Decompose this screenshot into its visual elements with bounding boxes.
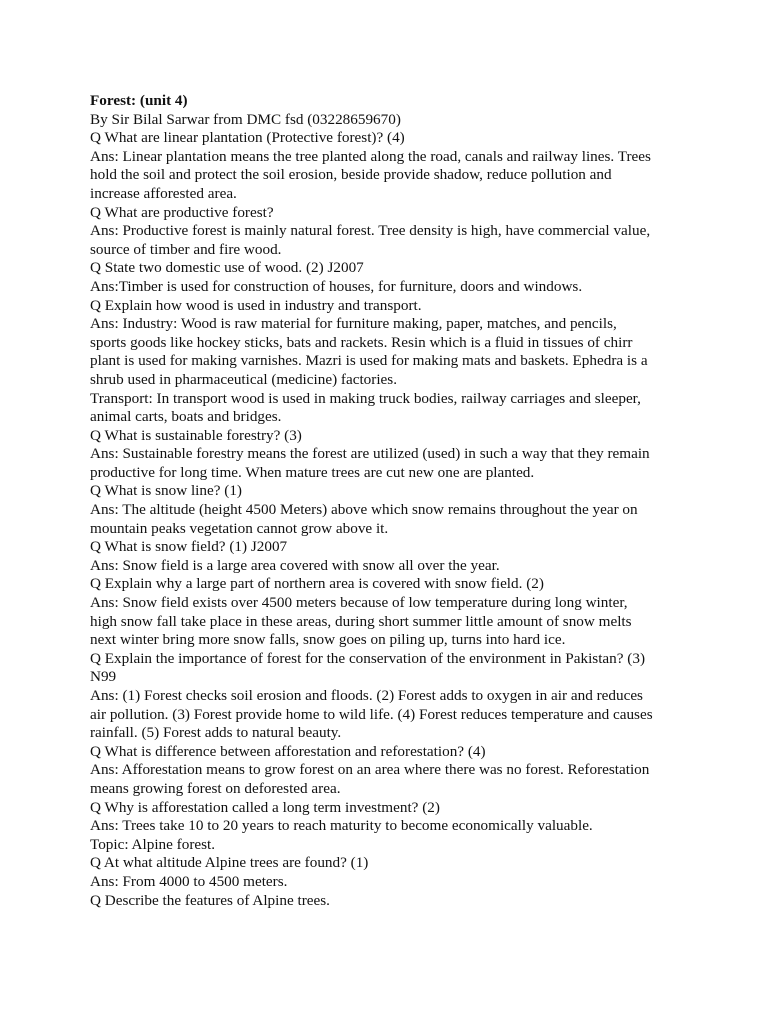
document-line: Q What are productive forest? (90, 203, 274, 221)
document-line: Transport: In transport wood is used in making truck bodies, railway carriages and sleeper, (90, 389, 641, 407)
document-line: Ans: Afforestation means to grow forest on an area where there was no forest. Reforestation (90, 761, 650, 779)
document-line: means growing forest on deforested area. (90, 779, 341, 797)
document-line: increase afforested area. (90, 184, 237, 202)
document-line: N99 (90, 668, 117, 686)
document-line: By Sir Bilal Sarwar from DMC fsd (03228659670) (90, 110, 401, 128)
document-line: Q State two domestic use of wood. (2) J2007 (90, 259, 364, 277)
document-line: Ans: The altitude (height 4500 Meters) above which snow remains throughout the year on (90, 501, 638, 519)
document-line: shrub used in pharmaceutical (medicine) factories. (90, 370, 397, 388)
document-page (90, 92, 680, 910)
document-title: Forest: (unit 4) (90, 92, 188, 109)
document-line: Ans: Productive forest is mainly natural forest. Tree density is high, have commercial value, (90, 222, 651, 240)
document-line: Q Why is afforestation called a long term investment? (2) (90, 798, 440, 816)
document-line: Q At what altitude Alpine trees are found? (1) (90, 854, 369, 872)
document-line: Topic: Alpine forest. (90, 835, 216, 853)
document-line: Q What is sustainable forestry? (3) (90, 426, 302, 444)
document-line: Ans: Trees take 10 to 20 years to reach maturity to become economically valuable. (90, 817, 593, 835)
document-line: Ans: Industry: Wood is raw material for furniture making, paper, matches, and pencils, (90, 315, 617, 333)
document-line: Q Explain why a large part of northern area is covered with snow field. (2) (90, 575, 544, 593)
document-line: source of timber and fire wood. (90, 240, 282, 258)
document-line: productive for long time. When mature trees are cut new one are planted. (90, 463, 535, 481)
document-line: high snow fall take place in these areas, during short summer little amount of snow melts (90, 612, 632, 630)
document-line: next winter bring more snow falls, snow goes on piling up, turns into hard ice. (90, 631, 566, 649)
document-line: Q What are linear plantation (Protective forest)? (4) (90, 129, 405, 147)
document-line: Ans: Sustainable forestry means the forest are utilized (used) in such a way that they remain (90, 445, 650, 463)
document-line: Q Describe the features of Alpine trees. (90, 891, 330, 909)
document-line: Q Explain how wood is used in industry and transport. (90, 296, 422, 314)
document-line: Q What is snow field? (1) J2007 (90, 538, 288, 556)
document-line: mountain peaks vegetation cannot grow above it. (90, 519, 389, 537)
document-line: Ans:Timber is used for construction of houses, for furniture, doors and windows. (90, 277, 583, 295)
document-line: air pollution. (3) Forest provide home to wild life. (4) Forest reduces temperature and causes (90, 705, 653, 723)
document-line: animal carts, boats and bridges. (90, 408, 282, 426)
document-line: Ans: (1) Forest checks soil erosion and floods. (2) Forest adds to oxygen in air and reduces (90, 687, 643, 704)
document-body (90, 111, 680, 911)
document-line: Ans: Snow field exists over 4500 meters because of low temperature during long winter, (90, 594, 628, 612)
document-line: plant is used for making varnishes. Mazri is used for making mats and baskets. Ephedra is a (90, 352, 648, 370)
document-line: Q What is snow line? (1) (90, 482, 242, 500)
document-line: Q Explain the importance of forest for the conservation of the environment in Pakistan? (3) (90, 649, 646, 667)
document-line: Ans: From 4000 to 4500 meters. (90, 872, 288, 890)
document-line: Q What is difference between afforestation and reforestation? (4) (90, 742, 486, 760)
document-line: sports goods like hockey sticks, bats and rackets. Resin which is a fluid in tissues of chirr (90, 333, 633, 351)
document-line: hold the soil and protect the soil erosion, beside provide shadow, reduce pollution and (90, 166, 612, 184)
document-line: rainfall. (5) Forest adds to natural beauty. (90, 724, 342, 742)
document-line: Ans: Linear plantation means the tree planted along the road, canals and railway lines. Trees (90, 147, 651, 165)
document-line: Ans: Snow field is a large area covered with snow all over the year. (90, 556, 500, 574)
